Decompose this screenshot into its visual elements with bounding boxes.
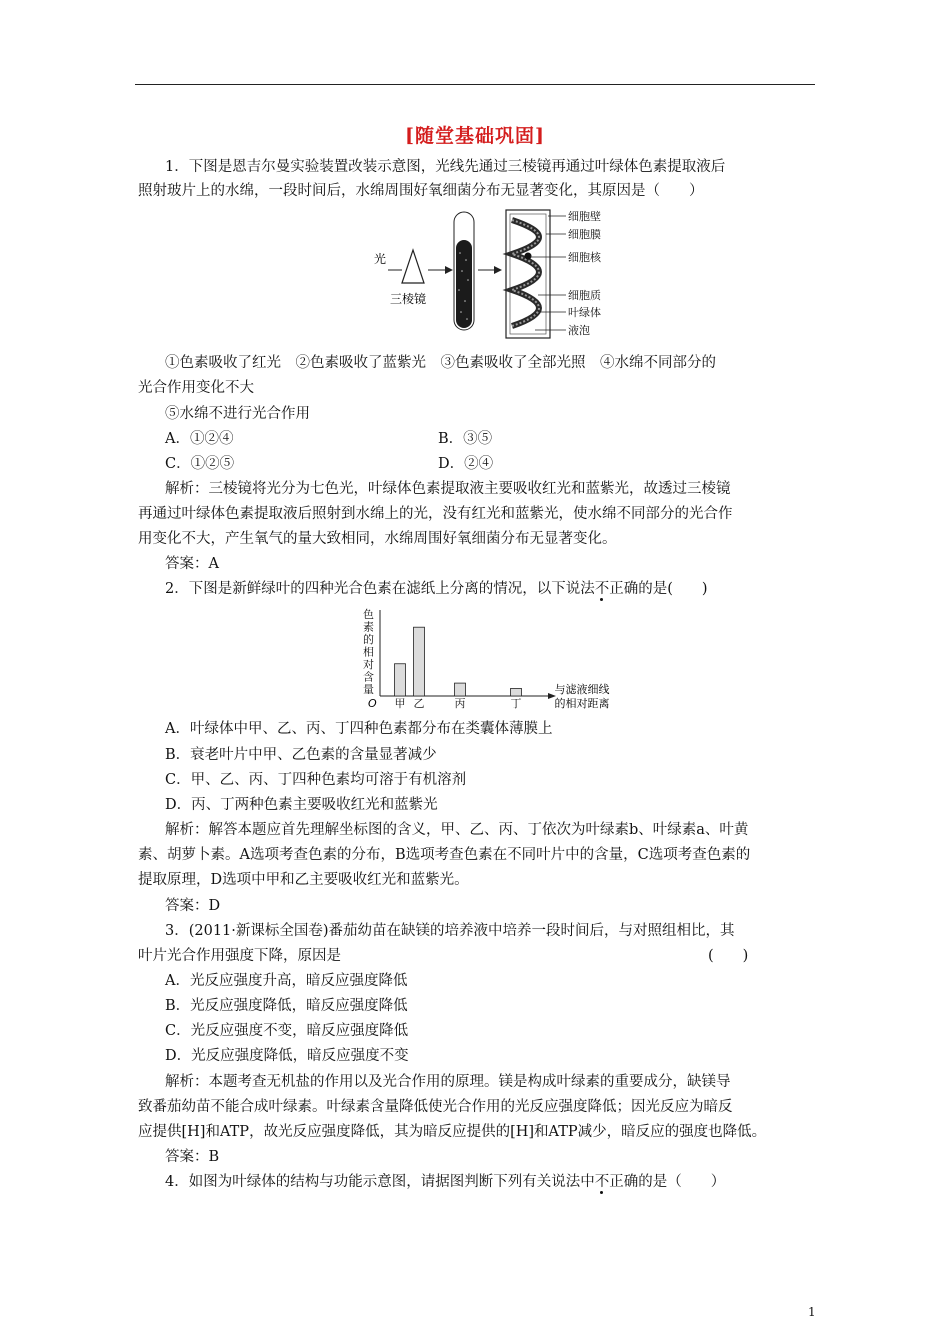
q3-analysis-line2: 致番茄幼苗不能合成叶绿素。叶绿素含量降低使光合作用的光反应强度降低；因光反应为暗反 (138, 1099, 733, 1115)
origin-label: O (368, 697, 377, 710)
q4-stem-pre: 4．如图为叶绿体的结构与功能示意图，请据图判断下列有关说法中 (165, 1174, 595, 1190)
q2-pigment-chart (360, 606, 630, 714)
q1-analysis-line2: 再通过叶绿体色素提取液后照射到水绵上的光，没有红光和蓝紫光，使水绵不同部分的光合作 (138, 506, 733, 522)
q2-analysis-line3: 提取原理，D选项中甲和乙主要吸收红光和蓝紫光。 (138, 872, 469, 888)
prism-label: 三棱镜 (390, 292, 427, 306)
q2-stem-pre: 2．下图是新鲜绿叶的四种光合色素在滤纸上分离的情况，以下说法 (165, 581, 595, 597)
q1-engelmann-figure (370, 208, 620, 343)
bar-2 (455, 683, 466, 696)
section-title: [随堂基础巩固] (405, 125, 545, 147)
q2-stem-emphasis: 不 (594, 581, 610, 597)
bar-0 (395, 664, 406, 696)
label-chloroplast: 叶绿体 (568, 306, 601, 319)
q3-option-b: B．光反应强度降低，暗反应强度降低 (165, 998, 408, 1014)
q1-items-line1: ①色素吸收了红光 ②色素吸收了蓝紫光 ③色素吸收了全部光照 ④水绵不同部分的 (165, 355, 716, 371)
q2-option-c: C．甲、乙、丙、丁四种色素均可溶于有机溶剂 (165, 772, 467, 788)
q1-option-d: D．②④ (438, 456, 494, 472)
x-axis-label-line1: 与滤液细线 (554, 683, 610, 696)
label-cell-membrane: 细胞膜 (568, 228, 601, 241)
label-cell-wall: 细胞壁 (568, 210, 601, 223)
y-axis-label-char-2: 的 (363, 633, 374, 646)
label-nucleus: 细胞核 (568, 251, 601, 264)
y-axis-label-char-3: 相 (363, 645, 374, 659)
q2-analysis-line1: 解析：解答本题应首先理解坐标图的含义，甲、乙、丙、丁依次为叶绿素b、叶绿素a、叶黄 (165, 822, 749, 838)
q1-option-a: A．①②④ (165, 431, 234, 447)
label-cytoplasm: 细胞质 (568, 289, 601, 302)
q3-analysis-line1: 解析：本题考查无机盐的作用以及光合作用的原理。镁是构成叶绿素的重要成分，缺镁导 (165, 1074, 731, 1090)
q3-stem-line2: 叶片光合作用强度下降，原因是 (138, 948, 341, 964)
q3-answer-paren: ( ) (708, 948, 749, 964)
q1-option-c: C．①②⑤ (165, 456, 235, 472)
q1-analysis-line1: 解析：三棱镜将光分为七色光，叶绿体色素提取液主要吸收红光和蓝紫光，故透过三棱镜 (165, 481, 731, 497)
q4-stem-post: 正确的是（ ） (609, 1174, 726, 1190)
q1-analysis-line3: 用变化不大，产生氧气的量大致相同，水绵周围好氧细菌分布无显著变化。 (138, 531, 617, 547)
q3-answer: 答案：B (165, 1149, 220, 1165)
page-number: 1 (808, 1305, 816, 1319)
q2-stem (165, 579, 708, 599)
bar-3 (511, 688, 522, 696)
label-vacuole: 液泡 (568, 324, 590, 337)
y-axis-label-char-4: 对 (363, 658, 374, 671)
q4-stem-emphasis: 不 (594, 1174, 610, 1190)
q2-option-b: B．衰老叶片中甲、乙色素的含量显著减少 (165, 747, 437, 763)
spirogyra-cell-icon (506, 210, 550, 338)
q3-option-c: C．光反应强度不变，暗反应强度降低 (165, 1023, 409, 1039)
y-axis-label-char-5: 含 (363, 670, 374, 684)
y-axis-label-char-1: 素 (363, 620, 374, 634)
light-label: 光 (374, 252, 387, 266)
y-axis-label-char-0: 色 (363, 608, 374, 621)
q3-analysis-line3: 应提供[H]和ATP，故光反应强度降低，其为暗反应提供的[H]和ATP减少，暗反应的强度也降低。 (138, 1124, 767, 1140)
q2-option-a: A．叶绿体中甲、乙、丙、丁四种色素都分布在类囊体薄膜上 (165, 721, 553, 737)
prism-icon (402, 250, 424, 283)
q1-stem-line2: 照射玻片上的水绵，一段时间后，水绵周围好氧细菌分布无显著变化，其原因是（ ） (138, 183, 704, 199)
test-tube-icon (454, 212, 474, 330)
category-label-2: 丙 (454, 697, 466, 710)
q3-option-a: A．光反应强度升高，暗反应强度降低 (165, 973, 408, 989)
q1-option-b: B．③⑤ (438, 431, 493, 447)
q2-answer: 答案：D (165, 898, 221, 914)
header-rule (135, 84, 815, 85)
q2-option-d: D．丙、丁两种色素主要吸收红光和蓝紫光 (165, 797, 438, 813)
q1-answer: 答案：A (165, 556, 219, 572)
x-axis-label-line2: 的相对距离 (554, 697, 610, 710)
bar-1 (414, 627, 425, 696)
q2-stem-post: 正确的是( ) (609, 581, 708, 597)
y-axis-label-char-6: 量 (363, 683, 374, 696)
q1-items-line2: 光合作用变化不大 (138, 380, 254, 396)
q1-stem-line1: 1．下图是恩吉尔曼实验装置改装示意图，光线先通过三棱镜再通过叶绿体色素提取液后 (165, 159, 726, 175)
q4-stem (165, 1172, 725, 1192)
q1-items-line3: ⑤水绵不进行光合作用 (165, 406, 310, 422)
q2-analysis-line2: 素、胡萝卜素。A选项考查色素的分布，B选项考查色素在不同叶片中的含量，C选项考查色素的 (138, 847, 751, 863)
category-label-0: 甲 (394, 697, 406, 710)
category-label-3: 丁 (510, 697, 522, 710)
category-label-1: 乙 (413, 697, 425, 710)
q3-option-d: D．光反应强度降低，暗反应强度不变 (165, 1048, 409, 1064)
q3-stem-line1: 3．(2011·新课标全国卷)番茄幼苗在缺镁的培养液中培养一段时间后，与对照组相比，其 (165, 923, 735, 939)
